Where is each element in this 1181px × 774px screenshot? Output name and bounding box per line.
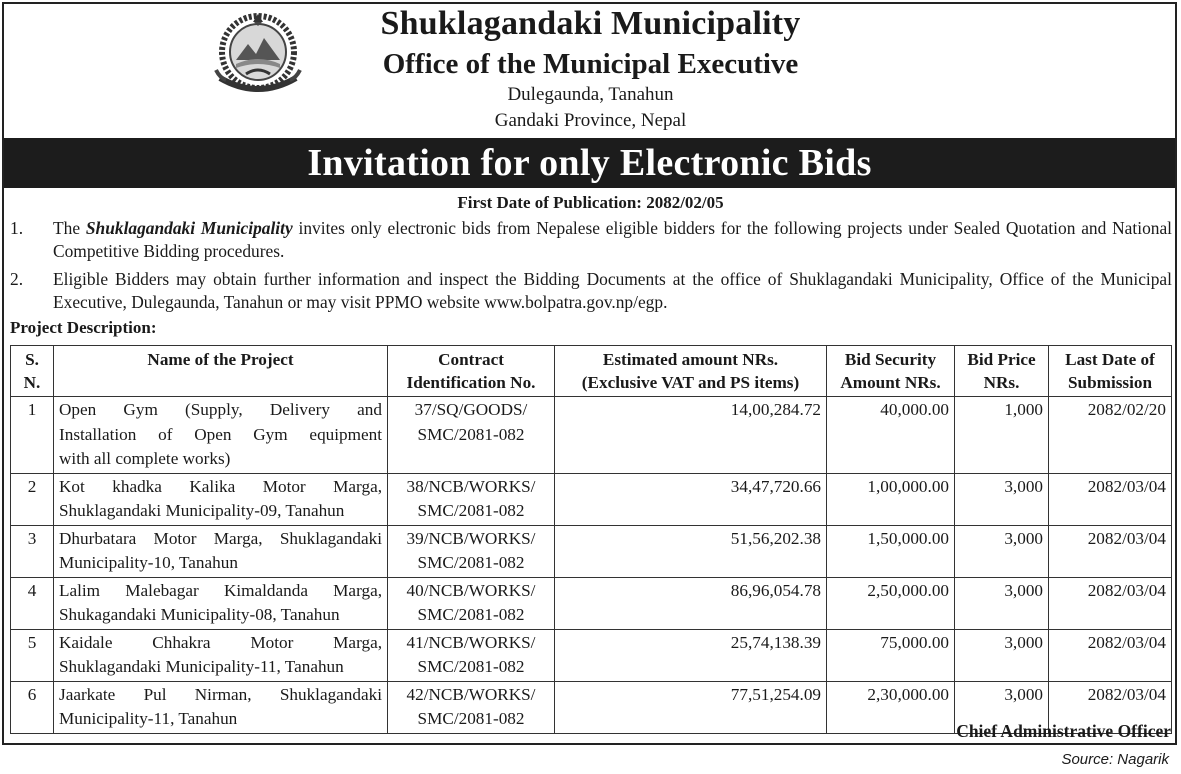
- paragraph-lead: The: [53, 218, 86, 238]
- cell-estimated-amount: 77,51,254.09: [555, 681, 827, 733]
- cell-contract-id: 39/NCB/WORKS/ SMC/2081-082: [388, 525, 555, 577]
- source-credit: Source: Nagarik: [1061, 751, 1169, 768]
- paragraph-number: 2.: [10, 269, 24, 289]
- cell-sn: 6: [11, 681, 54, 733]
- cell-project-name: Lalim Malebagar Kimaldanda Marga, Shukagandaki Municipality-08, Tanahun: [54, 577, 388, 629]
- table-row: [11, 397, 1172, 474]
- header-last-date: Last Date of Submission: [1049, 346, 1172, 397]
- cell-estimated-amount: 86,96,054.78: [555, 577, 827, 629]
- table-row: [11, 577, 1172, 629]
- header-bid-security: Bid Security Amount NRs.: [827, 346, 955, 397]
- cell-bid-security: 75,000.00: [827, 629, 955, 681]
- cell-contract-id: 41/NCB/WORKS/ SMC/2081-082: [388, 629, 555, 681]
- paragraph-text: invites only electronic bids from Nepalese eligible bidders for the following projects under Sealed Quotation and National Competitive Bidding procedures.: [53, 218, 1173, 261]
- cell-last-date: 2082/03/04: [1049, 525, 1172, 577]
- cell-contract-id: 38/NCB/WORKS/ SMC/2081-082: [388, 473, 555, 525]
- cell-contract-id: 40/NCB/WORKS/ SMC/2081-082: [388, 577, 555, 629]
- cell-project-name: Open Gym (Supply, Delivery and Installation of Open Gym equipment with all complete works): [54, 397, 388, 474]
- paragraph-number: 1.: [10, 218, 24, 238]
- notice-title-banner: Invitation for only Electronic Bids: [4, 138, 1175, 188]
- cell-bid-security: 1,00,000.00: [827, 473, 955, 525]
- cell-sn: 1: [11, 397, 54, 474]
- cell-project-name: Jaarkate Pul Nirman, Shuklagandaki Municipality-11, Tanahun: [54, 681, 388, 733]
- paragraph-2: [10, 268, 1172, 314]
- cell-last-date: 2082/03/04: [1049, 629, 1172, 681]
- cell-project-name: Kot khadka Kalika Motor Marga, Shuklagandaki Municipality-09, Tanahun: [54, 473, 388, 525]
- cell-last-date: 2082/03/04: [1049, 473, 1172, 525]
- cell-contract-id: 42/NCB/WORKS/ SMC/2081-082: [388, 681, 555, 733]
- header-estimated-amount: Estimated amount NRs. (Exclusive VAT and PS items): [555, 346, 827, 397]
- cell-bid-security: 1,50,000.00: [827, 525, 955, 577]
- cell-bid-price: 3,000: [955, 681, 1049, 733]
- municipality-name: Shuklagandaki Municipality: [380, 5, 801, 42]
- cell-last-date: 2082/02/20: [1049, 397, 1172, 474]
- signatory-title: Chief Administrative Officer: [956, 721, 1171, 741]
- office-name: Office of the Municipal Executive: [382, 48, 799, 80]
- paragraph-text: Eligible Bidders may obtain further information and inspect the Bidding Documents at the office of Shuklagandaki Municipality, Office of the Municipal Executive, Dulegaunda, Tanahun or may visit PPMO website www.bolpatra.gov.np/egp.: [53, 269, 1172, 312]
- paragraph-1: [10, 217, 1172, 263]
- municipality-emphasis: Shuklagandaki Municipality: [85, 218, 293, 238]
- header-sn: S. N.: [11, 346, 54, 397]
- cell-estimated-amount: 25,74,138.39: [555, 629, 827, 681]
- address-line-1: Dulegaunda, Tanahun: [507, 84, 674, 105]
- table-row: [11, 525, 1172, 577]
- cell-bid-price: 3,000: [955, 473, 1049, 525]
- publication-date: First Date of Publication: 2082/02/05: [457, 193, 724, 212]
- cell-last-date: 2082/03/04: [1049, 577, 1172, 629]
- table-header-row: [11, 346, 1172, 397]
- cell-project-name: Dhurbatara Motor Marga, Shuklagandaki Municipality-10, Tanahun: [54, 525, 388, 577]
- projects-table: [10, 345, 1172, 734]
- cell-sn: 3: [11, 525, 54, 577]
- cell-estimated-amount: 51,56,202.38: [555, 525, 827, 577]
- header-project-name: Name of the Project: [54, 346, 388, 397]
- cell-project-name: Kaidale Chhakra Motor Marga, Shuklagandaki Municipality-11, Tanahun: [54, 629, 388, 681]
- table-row: [11, 473, 1172, 525]
- cell-estimated-amount: 14,00,284.72: [555, 397, 827, 474]
- cell-estimated-amount: 34,47,720.66: [555, 473, 827, 525]
- cell-bid-security: 2,50,000.00: [827, 577, 955, 629]
- cell-bid-security: 2,30,000.00: [827, 681, 955, 733]
- header-bid-price: Bid Price NRs.: [955, 346, 1049, 397]
- cell-contract-id: 37/SQ/GOODS/ SMC/2081-082: [388, 397, 555, 474]
- cell-bid-price: 3,000: [955, 577, 1049, 629]
- address-line-2: Gandaki Province, Nepal: [494, 110, 687, 131]
- cell-bid-security: 40,000.00: [827, 397, 955, 474]
- cell-bid-price: 1,000: [955, 397, 1049, 474]
- table-row: [11, 629, 1172, 681]
- cell-sn: 2: [11, 473, 54, 525]
- cell-sn: 5: [11, 629, 54, 681]
- project-description-label: Project Description:: [10, 318, 157, 337]
- cell-sn: 4: [11, 577, 54, 629]
- header-contract-id: Contract Identification No.: [388, 346, 555, 397]
- cell-last-date: 2082/03/04: [1049, 681, 1172, 733]
- cell-bid-price: 3,000: [955, 525, 1049, 577]
- cell-bid-price: 3,000: [955, 629, 1049, 681]
